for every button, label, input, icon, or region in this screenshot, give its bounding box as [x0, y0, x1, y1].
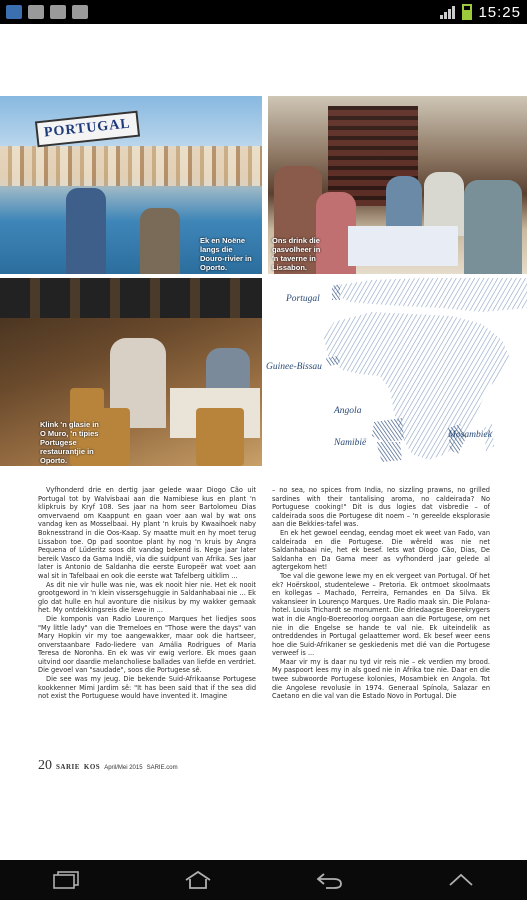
angola-region: [372, 418, 404, 442]
article-paragraph: Die see was my jeug. Die bekende Suid-Afrikaanse Portugese kookkenner Mimi Jardim sê: "It has been said that if the sea did not exist the Portuguese would have invented it. Imagine: [38, 675, 256, 701]
home-button[interactable]: [174, 865, 222, 895]
image-icon: [28, 5, 44, 19]
photo-caption: Ons drink die gasvolheer in 'n taverne in Lissabon.: [272, 236, 321, 272]
issue-date: April/Mei 2015: [104, 765, 143, 771]
photo-person: [464, 180, 522, 274]
photo-person: [140, 208, 180, 274]
namibia-region: [376, 442, 402, 462]
page-number: 20: [38, 758, 52, 773]
notification-icons: [6, 5, 88, 19]
map-label-namibia: Namibië: [334, 438, 367, 448]
portugal-region: [332, 284, 340, 300]
restaurant-wall: [0, 278, 262, 318]
gmail-icon: [50, 5, 66, 19]
article-paragraph: Toe val die gewone lewe my en ek vergeet van Portugal. Of het ek? Hoërskool, studentelewe – Pretoria. Ek ontmoet skoolmaats en kollegas – Machado, Ferreira, Fernandes en Da Silva. Ek vakansieer in Lourenço Marques. Ure Radio maak sin. Die Polana-hotel. Louis Trichardt se monument. Die driedaagse Boerekrygers wat in die Anglo-Boereoorlog oorgaan aan die Portugese, om net nie in die Engelse se hande te val nie. Ek uiteindelik as ontreddendes in Portugal gelaattemer word. Ek besef weer eens hoe die Suid-Afrikaner se geskiedenis met dié van die Portugese verweef is ...: [272, 571, 490, 658]
wifi-signal-icon: [440, 5, 456, 19]
photo-douro-river: [0, 96, 262, 274]
magazine-sub: KOS: [83, 763, 101, 771]
photo-town-backdrop: [0, 146, 262, 186]
status-clock: 15:25: [478, 3, 521, 21]
navigation-bar: [0, 860, 527, 900]
magazine-page[interactable]: [0, 24, 527, 860]
battery-icon: [462, 4, 472, 20]
chair: [196, 408, 244, 466]
recent-apps-icon: [52, 871, 80, 889]
article-paragraph: Vyfhonderd drie en dertig jaar gelede waar Diogo Cão uit Portugal tot by Walvisbaai aan die Namibiese kus en plant 'n klipkruis by Kryf 108. Ses jaar na hom seer Bartolomeu Dias omvervaend om Kaappunt en gaan voer aan wal by wat ons vandag ken as Mosselbaai. Hy plant 'n kruis by Kwaaihoek naby Boknesstrand in die Oos-Kaap. Sy maatte muit en hy moet terug Lissabon toe. Op pad soontoe plant hy nog 'n kruis by Angra Pequena of Lüderitz soos dit vandag bekend is. Nege jaar later bereik Vasco da Gama Indië, via die suidpunt van Afrika. Ses jaar later is Antonio de Saldanha die eerste Europeër wat voet aan wal sit in Tafelbaai en ook die eerste wat Tafelberg uitklim ...: [38, 486, 256, 580]
gallery-app-icon: [6, 5, 22, 19]
magazine-name: SARIE: [56, 763, 80, 771]
photo-restaurant: [0, 278, 262, 466]
map-label-guinea-bissau: Guinee-Bissau: [266, 362, 322, 372]
tablecloth: [348, 226, 458, 266]
chevron-up-icon: [446, 870, 476, 890]
photo-caption: Ek en Noëne langs die Douro-rivier in Oporto.: [200, 236, 252, 272]
map-label-angola: Angola: [334, 406, 362, 416]
map-africa-portugal: [262, 278, 527, 466]
photo-person: [66, 188, 106, 274]
article-column-2: [272, 486, 490, 701]
recent-apps-button[interactable]: [42, 865, 90, 895]
article-paragraph: As dit nie vir hulle was nie, was ek nooit hier nie. Het ek nooit grootgeword in 'n klein vissersgehuggie in Saldanhabaai nie ... Ek glo dat hulle en hul avonture die nisikus by my wakker gemaak het. My ontdekkingsreis die lewe in ...: [38, 580, 256, 615]
back-button[interactable]: [305, 865, 353, 895]
article-paragraph: Die komponis van Radio Lourenço Marques het liedjes soos "My little lady" van die Tremeloes en "Those were the days" van Mary Hopkin vir my toe aangewakker, maar ook die hartseer, onverstaanbare Fado-liedere van Amália Rodrigues of Maria Teresa de Noronha. En ek was vir ewig verlore. Ek moes gaan uitvind oor daardie melancholiese ballades van liefde en verdriet. Die gevoel van "saudade", soos die Portugese sê.: [38, 614, 256, 675]
article-paragraph: En ek het gewoel eendag, eendag moet ek weet van Fado, van caldeirada en die Portugese. Die wêreld was nie net Saldanhabaai nie, het ek besef. Iets wat Diogo Cão, Dias, De Saldanha en Da Gama meer as vyfhonderd jaar gelede al agtergekom het!: [272, 528, 490, 572]
page-footer: [38, 758, 178, 774]
magazine-site: SARIE.com: [146, 765, 178, 771]
map-label-portugal: Portugal: [286, 294, 320, 304]
map-label-mozambique: Mosambiek: [448, 430, 492, 440]
photo-icon: [72, 5, 88, 19]
photo-taverne: [268, 96, 527, 274]
status-bar: [0, 0, 527, 24]
photo-caption: Klink 'n glasie in O Muro, 'n tipies Portugese restaurantjie in Oporto.: [40, 420, 99, 465]
back-icon: [314, 870, 344, 890]
article-paragraph: Maar vir my is daar nu tyd vir reis nie – ek verdien my brood. My paspoort lees my in als goed nie in Afrika toe nie. Daar en die twee subwoorde Portugese kolonies, Mosambiek en Angola. Tot die Angolese revolusie in 1974. Generaal Spínola, Salazar en Caetano en die val van die Estado Novo in Portugal. Die: [272, 657, 490, 701]
article-column-1: [38, 486, 256, 701]
europe-landmass: [332, 278, 527, 312]
home-icon: [183, 870, 213, 890]
article-paragraph: – no sea, no spices from India, no sizzling prawns, no grilled sardines with their tantalising aroma, no caldeirada? No Portuguese cooking!" Dit is dus logies dat visbredie – of caldeirada soos die Portugese dit noem – 'n gereelde eksplorasie aan die Bekkies-tafel was.: [272, 486, 490, 529]
portugal-sticker: PORTUGAL: [35, 111, 140, 148]
collapse-button[interactable]: [437, 865, 485, 895]
